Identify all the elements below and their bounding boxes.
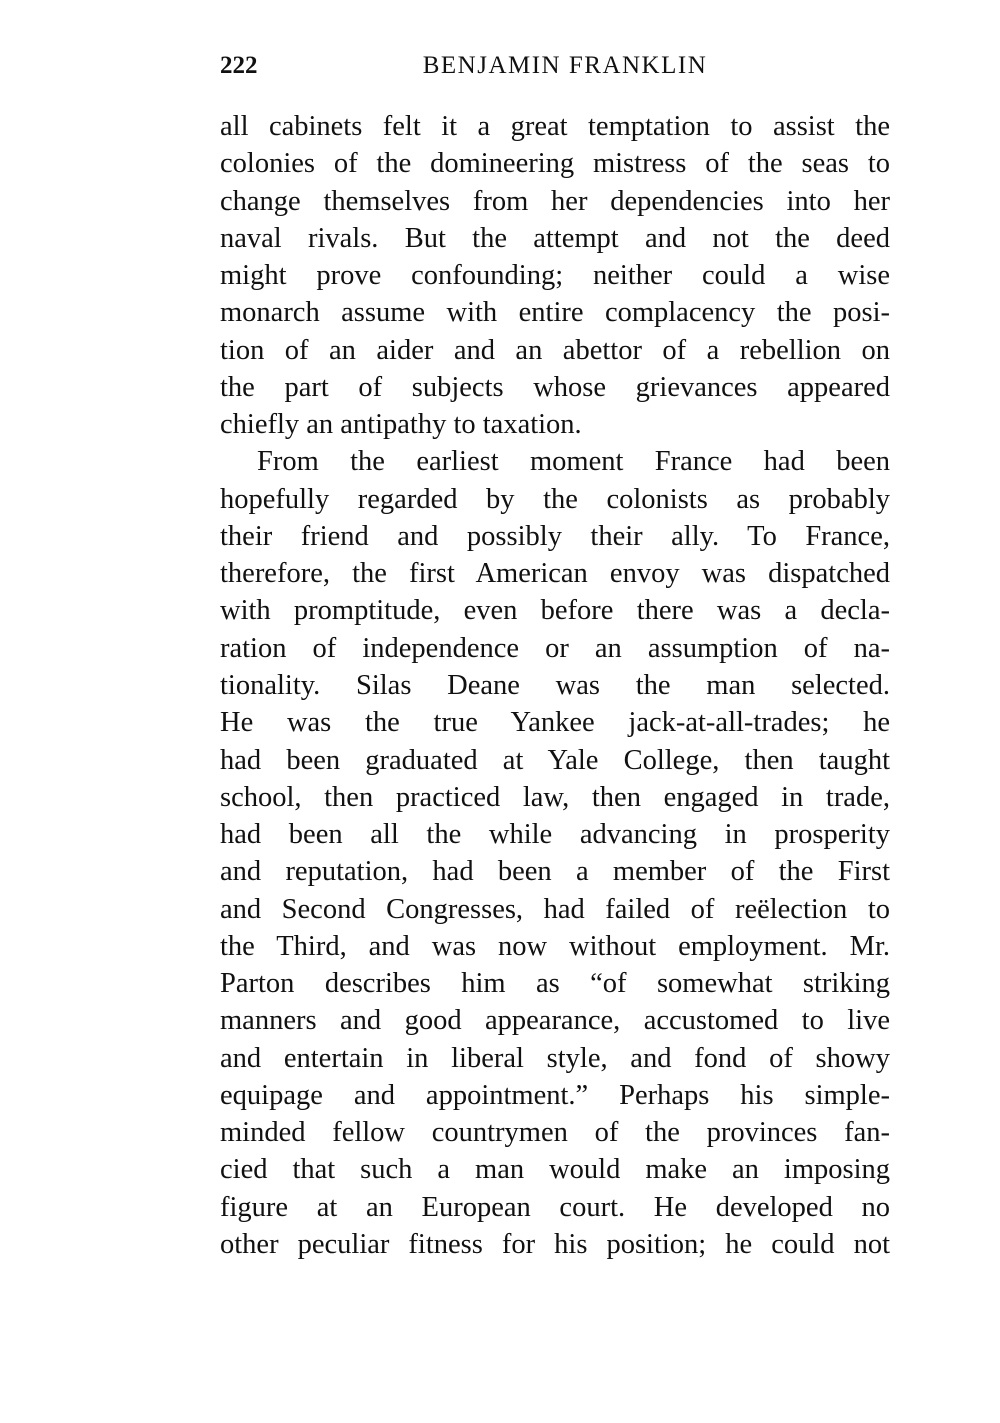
text-line: tionality. Silas Deane was the man selected. <box>220 669 890 701</box>
text-line: therefore, the first American envoy was dispatched <box>220 558 890 590</box>
text-line: other peculiar fitness for his position; he could not <box>220 1228 890 1260</box>
text-line: tion of an aider and an abettor of a rebellion on <box>220 334 890 366</box>
running-title: BENJAMIN FRANKLIN <box>422 52 708 79</box>
text-line: equipage and appointment.” Perhaps his simple- <box>220 1079 890 1111</box>
text-line: with promptitude, even before there was a decla- <box>220 595 890 627</box>
text-line: and entertain in liberal style, and fond of showy <box>220 1042 890 1074</box>
text-line: monarch assume with entire complacency the posi- <box>220 297 890 329</box>
body-text <box>220 108 890 1263</box>
paragraph <box>220 443 890 1263</box>
text-line: all cabinets felt it a great temptation to assist the <box>220 111 890 142</box>
text-line: From the earliest moment France had been <box>257 446 890 478</box>
page-number: 222 <box>220 52 258 79</box>
text-line: figure at an European court. He developed no <box>220 1191 890 1223</box>
text-line: Parton describes him as “of somewhat striking <box>220 968 890 1000</box>
text-line: and Second Congresses, had failed of reëlection to <box>220 893 890 925</box>
paragraph <box>220 108 890 443</box>
text-line: minded fellow countrymen of the provinces fan- <box>220 1117 890 1149</box>
text-line: might prove confounding; neither could a wise <box>220 260 890 292</box>
text-line: the Third, and was now without employment. Mr. <box>220 930 890 962</box>
text-line: manners and good appearance, accustomed to live <box>220 1005 890 1037</box>
text-line: colonies of the domineering mistress of the seas to <box>220 148 890 180</box>
text-line: chiefly an antipathy to taxation. <box>220 409 582 441</box>
page-header <box>220 52 890 88</box>
text-line: had been graduated at Yale College, then taught <box>220 744 890 776</box>
text-line: He was the true Yankee jack-at-all-trades; he <box>220 707 890 739</box>
text-line: the part of subjects whose grievances appeared <box>220 371 890 403</box>
text-line: and reputation, had been a member of the First <box>220 856 890 888</box>
text-line: ration of independence or an assumption of na- <box>220 632 890 664</box>
text-line: change themselves from her dependencies into her <box>220 185 890 217</box>
text-line: cied that such a man would make an imposing <box>220 1154 890 1186</box>
text-line: their friend and possibly their ally. To France, <box>220 520 890 552</box>
text-line: naval rivals. But the attempt and not the deed <box>220 222 890 254</box>
text-line: school, then practiced law, then engaged in trade, <box>220 781 890 813</box>
text-line: hopefully regarded by the colonists as probably <box>220 483 890 515</box>
text-line: had been all the while advancing in prosperity <box>220 819 890 851</box>
